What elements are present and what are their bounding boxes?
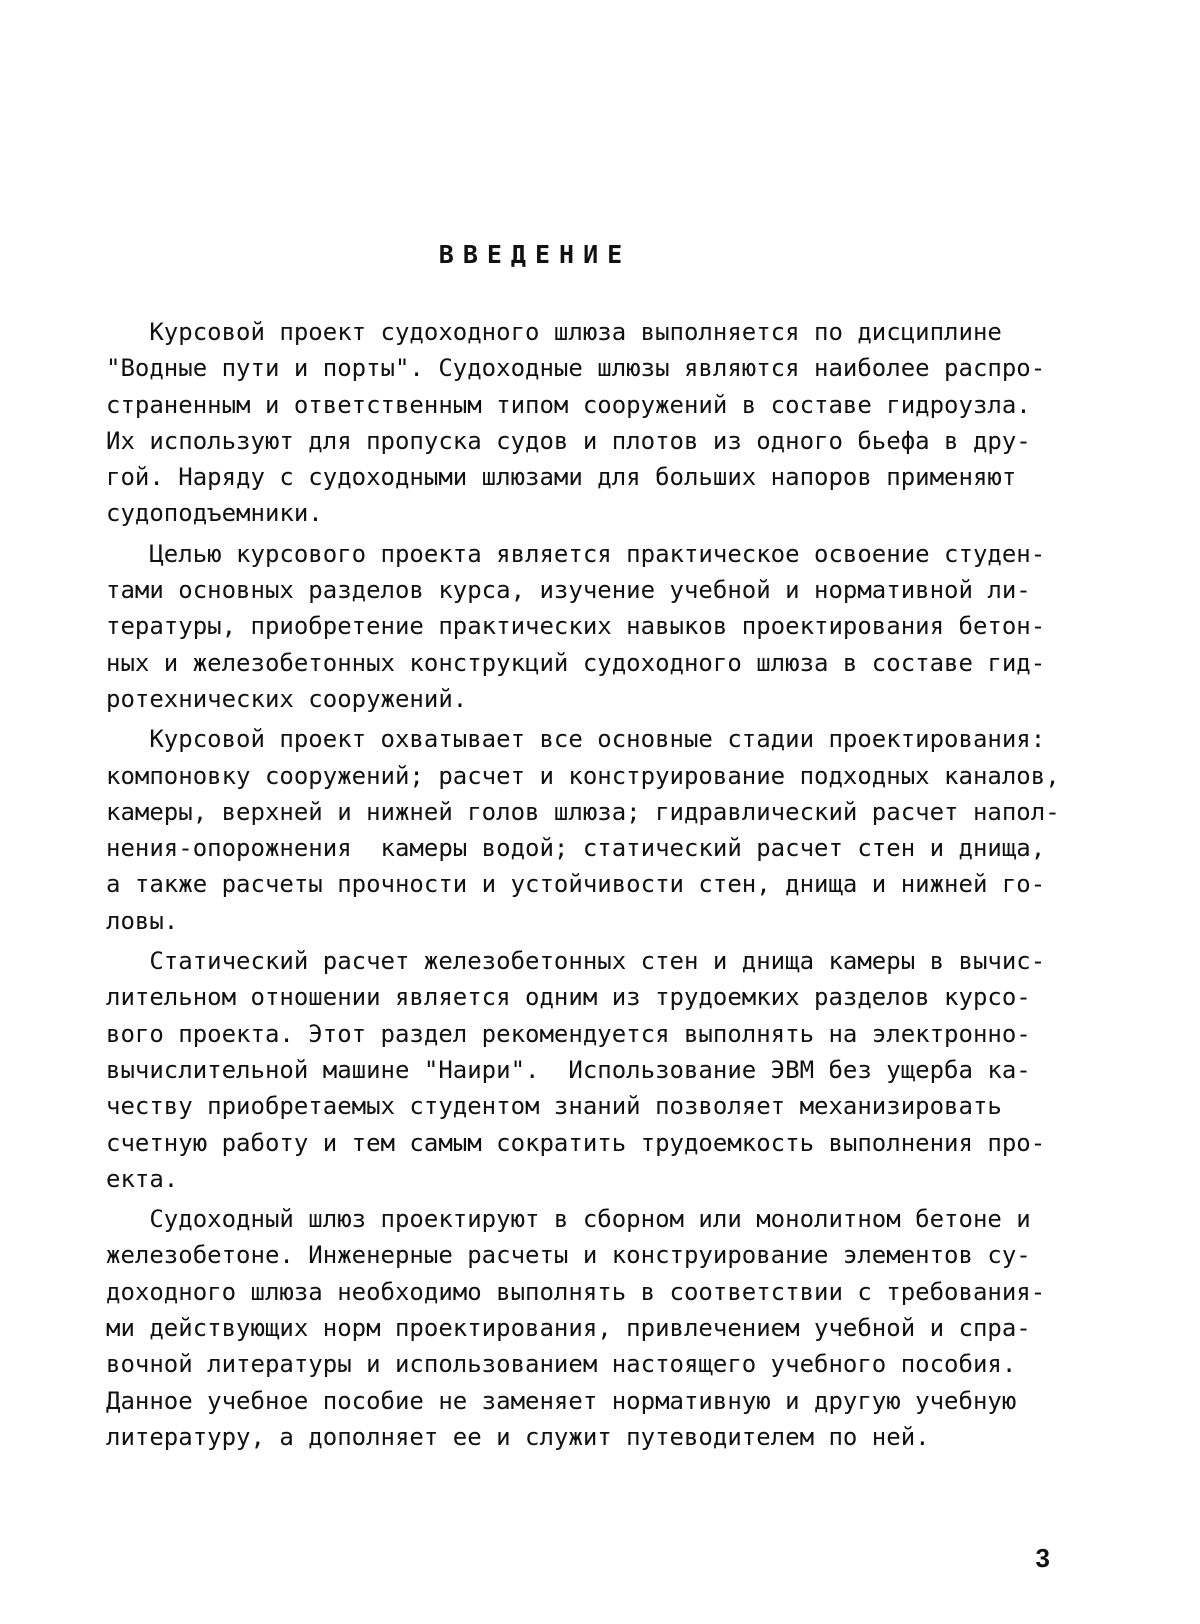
text-line: Целью курсового проекта является практическое освоение студен- (106, 539, 1046, 568)
text-line: Курсовой проект охватывает все основные стадии проектирования: (106, 725, 1046, 754)
text-line: ных и железобетонных конструкций судоходного шлюза в составе гид- (106, 648, 1046, 677)
text-line: доходного шлюза необходимо выполнять в соответствии с требования- (106, 1277, 1046, 1306)
text-line: вычислительной машине "Наири". Использование ЭВМ без ущерба ка- (106, 1055, 1031, 1084)
text-line: а также расчеты прочности и устойчивости стен, днища и нижней го- (106, 870, 1046, 899)
text-line: екта. (106, 1164, 179, 1193)
page-title: ВВЕДЕНИЕ (438, 240, 632, 269)
text-line: тературы, приобретение практических навыков проектирования бетон- (106, 612, 1046, 641)
text-line: Курсовой проект судоходного шлюза выполняется по дисциплине (106, 318, 1002, 346)
text-line: ротехнических сооружений. (106, 684, 468, 713)
paragraph-3 (106, 721, 1066, 939)
text-line: железобетоне. Инженерные расчеты и конструирование элементов су- (106, 1241, 1031, 1270)
paragraph-5 (106, 1201, 1066, 1455)
text-line: камеры, верхней и нижней голов шлюза; гидравлический расчет напол- (106, 797, 1060, 826)
text-line: литературу, а дополняет ее и служит путеводителем по ней. (106, 1422, 930, 1451)
text-line: Их используют для пропуска судов и плотов из одного бьефа в дру- (106, 426, 1031, 455)
text-line: судоподъемники. (106, 499, 323, 528)
text-line: вочной литературы и использованием настоящего учебного пособия. (106, 1350, 1017, 1379)
text-line: лительном отношении является одним из трудоемких разделов курсо- (106, 983, 1031, 1012)
page-number: 3 (1035, 1543, 1050, 1573)
text-line: Судоходный шлюз проектируют в сборном или монолитном бетоне и (106, 1205, 1031, 1234)
body-text (106, 314, 1066, 1455)
text-line: ловы. (106, 906, 179, 935)
paragraph-2 (106, 536, 1066, 717)
text-line: ми действующих норм проектирования, привлечением учебной и спра- (106, 1314, 1031, 1343)
paragraph-4 (106, 943, 1066, 1197)
text-line: страненным и ответственным типом сооружений в составе гидроузла. (106, 390, 1031, 419)
text-line: "Водные пути и порты". Судоходные шлюзы являются наиболее распро- (106, 354, 1046, 383)
text-line: гой. Наряду с судоходными шлюзами для больших напоров применяют (106, 463, 1017, 492)
text-line: Статический расчет железобетонных стен и днища камеры в вычис- (106, 947, 1046, 976)
paragraph-1 (106, 314, 1066, 532)
text-line: компоновку сооружений; расчет и конструирование подходных каналов, (106, 761, 1060, 790)
text-line: честву приобретаемых студентом знаний позволяет механизировать (106, 1092, 1002, 1121)
text-line: Данное учебное пособие не заменяет нормативную и другую учебную (106, 1386, 1017, 1415)
text-line: тами основных разделов курса, изучение учебной и нормативной ли- (106, 576, 1031, 605)
text-line: вого проекта. Этот раздел рекомендуется выполнять на электронно- (106, 1019, 1031, 1048)
text-line: счетную работу и тем самым сократить трудоемкость выполнения про- (106, 1128, 1046, 1157)
text-line: нения-опорожнения камеры водой; статический расчет стен и днища, (106, 834, 1046, 863)
